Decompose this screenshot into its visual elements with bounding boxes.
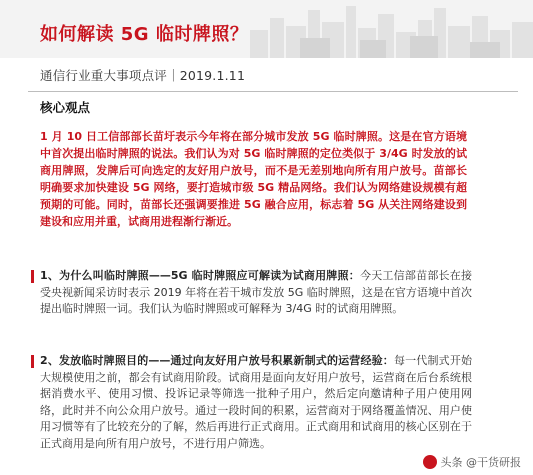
point-1	[40, 268, 472, 318]
point-1-body: 今天工信部苗部长在接受央视新闻采访时表示 2019 年将在若干城市发放 5G 临时牌照，这是在官方语境中首次提出临时牌照一词。我们认为临时牌照或可解释为 3/4G 时的试商用牌照。	[40, 269, 472, 316]
section-heading-core-view: 核心观点	[40, 100, 91, 115]
watermark	[423, 454, 522, 470]
toutiao-logo-icon	[423, 455, 437, 469]
point-2	[40, 353, 472, 453]
report-subtitle: 通信行业重大事项点评｜2019.1.11	[40, 68, 246, 83]
divider	[28, 91, 518, 92]
header-band	[0, 0, 533, 58]
point-1-lead: 1、为什么叫临时牌照——5G 临时牌照应可解读为试商用牌照：	[40, 269, 360, 282]
document-title: 如何解读 5G 临时牌照？	[40, 24, 249, 45]
core-view-summary: 1 月 10 日工信部部长苗圩表示今年将在部分城市发放 5G 临时牌照。这是在官方语境中首次提出临时牌照的说法。我们认为对 5G 临时牌照的定位类似于 3/4G 时发放的试商用牌照，发牌后可向选定的友好用户放号，而不是无差别地向所有用户放号。苗部长明确要求加快建设 5G 网络，要打造城市级 5G 精品网络。我们认为网络建设规模有超预期的可能。同时，苗部长还强调要推进 5G 融合应用，标志着 5G 从关注网络建设到建设和应用并重，试商用进程渐行渐近。	[40, 130, 467, 228]
bullet-marker	[31, 355, 34, 368]
bullet-marker	[31, 270, 34, 283]
watermark-text: 头条 @干货研报	[440, 456, 521, 469]
point-2-lead: 2、发放临时牌照目的——通过向友好用户放号积累新制式的运营经验：	[40, 354, 394, 367]
point-2-body: 每一代制式开始大规模使用之前，都会有试商用阶段。试商用是面向友好用户放号，运营商在后台系统根据消费水平、使用习惯、投诉记录等筛选一批种子用户，然后定向邀请种子用户使用网络，此时并不向公众用户放号。通过一段时间的积累，运营商对于网络覆盖情况、用户使用习惯等有了比较充分的了解，然后再进行正式商用。正式商用和试商用的核心区别在于正式商用是向所有用户放号，不进行用户筛选。	[40, 354, 472, 450]
